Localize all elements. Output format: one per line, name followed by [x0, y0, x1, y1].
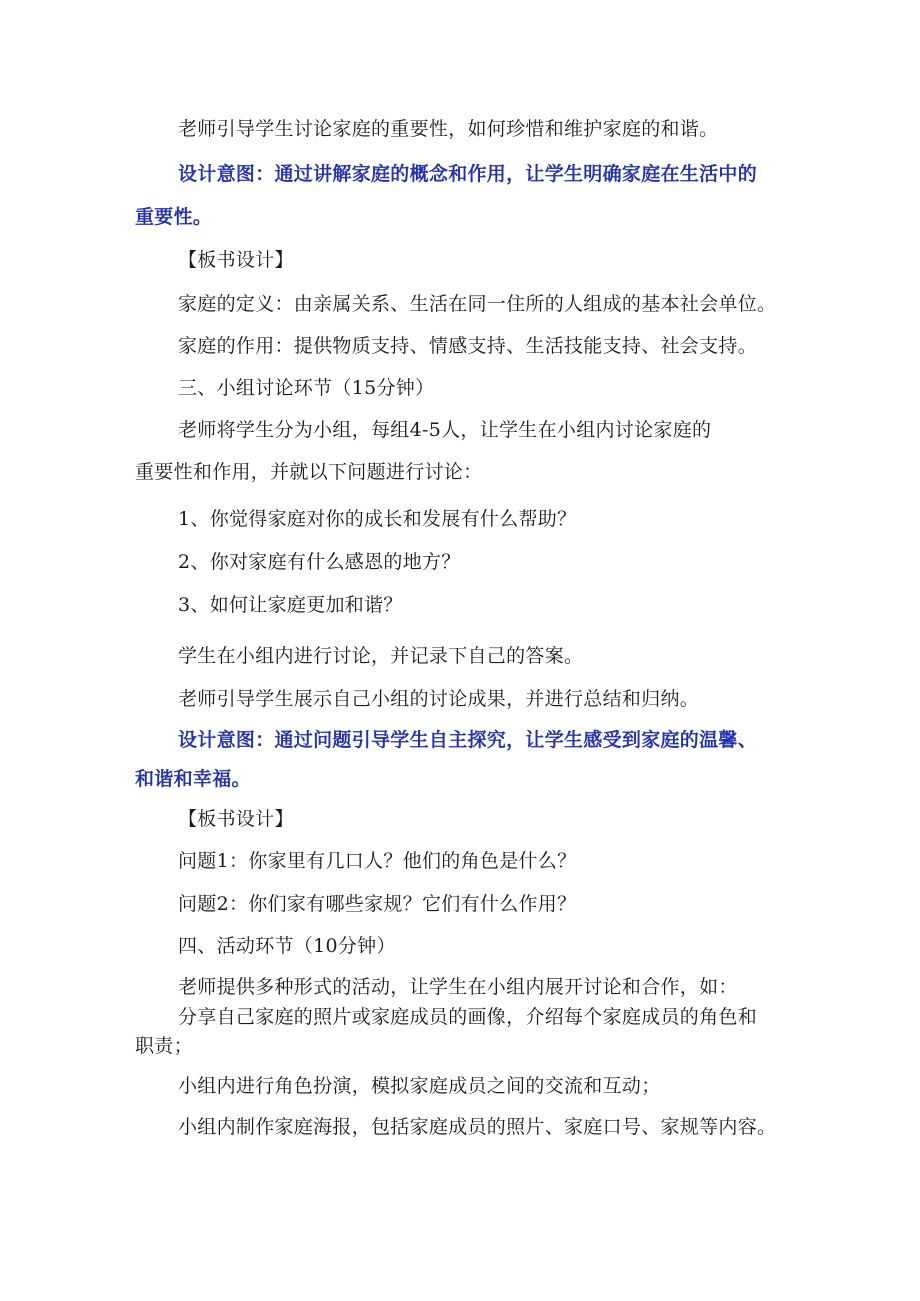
section-4-heading: 四、活动环节（10分钟）: [178, 935, 396, 957]
board-question-2: 问题2：你们家有哪些家规？它们有什么作用？: [178, 893, 577, 915]
activity-intro: 老师提供多种形式的活动，让学生在小组内展开讨论和合作，如：: [178, 976, 738, 998]
question-2: 2、你对家庭有什么感恩的地方？: [178, 551, 461, 573]
activity-2: 小组内进行角色扮演，模拟家庭成员之间的交流和互动；: [178, 1075, 661, 1097]
board-design-heading-1: 【板书设计】: [178, 249, 294, 271]
activity-1-line2: 职责；: [135, 1035, 193, 1057]
design-intent-2-line2: 和谐和幸福。: [135, 768, 251, 790]
paragraph-guide-discussion: 老师引导学生讨论家庭的重要性，如何珍惜和维护家庭的和谐。: [178, 118, 719, 140]
activity-1-line1: 分享自己家庭的照片或家庭成员的画像，介绍每个家庭成员的角色和: [178, 1006, 758, 1028]
family-role: 家庭的作用：提供物质支持、情感支持、生活技能支持、社会支持。: [178, 335, 758, 357]
family-definition: 家庭的定义：由亲属关系、生活在同一住所的人组成的基本社会单位。: [178, 293, 777, 315]
design-intent-2-line1: 设计意图：通过问题引导学生自主探究，让学生感受到家庭的温馨、: [178, 729, 758, 751]
activity-3: 小组内制作家庭海报，包括家庭成员的照片、家庭口号、家规等内容。: [178, 1116, 777, 1138]
paragraph-summarize: 老师引导学生展示自己小组的讨论成果，并进行总结和归纳。: [178, 688, 700, 710]
grouping-paragraph-line2: 重要性和作用，并就以下问题进行讨论：: [135, 461, 483, 483]
question-3: 3、如何让家庭更加和谐？: [178, 594, 403, 616]
design-intent-1-line2: 重要性。: [135, 206, 213, 228]
board-question-1: 问题1：你家里有几口人？他们的角色是什么？: [178, 850, 577, 872]
question-1: 1、你觉得家庭对你的成长和发展有什么帮助？: [178, 508, 577, 530]
grouping-paragraph-line1: 老师将学生分为小组，每组4-5人，让学生在小组内讨论家庭的: [178, 419, 712, 441]
paragraph-record-answers: 学生在小组内进行讨论，并记录下自己的答案。: [178, 645, 584, 667]
section-3-heading: 三、小组讨论环节（15分钟）: [178, 377, 435, 399]
design-intent-1-line1: 设计意图：通过讲解家庭的概念和作用，让学生明确家庭在生活中的: [178, 163, 758, 185]
board-design-heading-2: 【板书设计】: [178, 808, 294, 830]
